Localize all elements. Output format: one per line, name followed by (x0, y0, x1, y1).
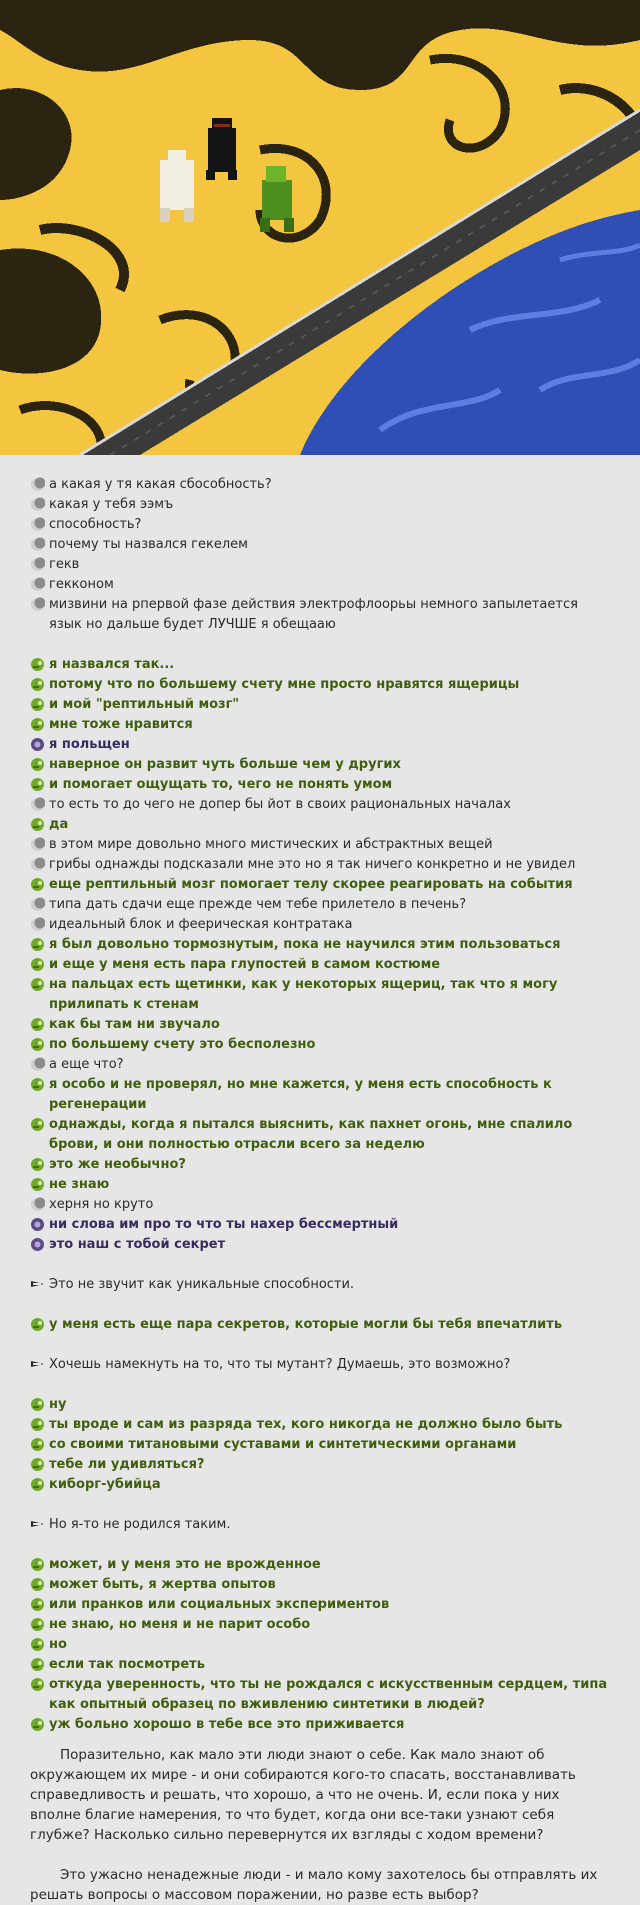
chat-line-text: я назвался так... (49, 657, 175, 672)
chat-line (30, 1055, 610, 1075)
chat-line (30, 1435, 610, 1455)
chat-line-text: ни слова им про то что ты нахер бессмертный (49, 1217, 399, 1232)
purple-icon (30, 1237, 45, 1252)
chat-line-text: со своими титановыми суставами и синтетическими органами (49, 1437, 517, 1452)
chat-line-text: то есть то до чего не допер бы йот в своих рациональных началах (49, 797, 511, 812)
chat-line (30, 515, 610, 535)
chat-line (30, 1595, 610, 1615)
chat-line-text: гекконом (49, 577, 114, 592)
chat-line-text: гекв (49, 557, 80, 572)
chat-line-text: киборг-убийца (49, 1477, 161, 1492)
chat-line-text: может, и у меня это не врожденное (49, 1557, 321, 1572)
chat-line (30, 1035, 610, 1055)
chat-line-text: почему ты назвался гекелем (49, 537, 248, 552)
chat-line (30, 1555, 610, 1575)
chat-line-text: уж больно хорошо в тебе все это приживается (49, 1717, 405, 1732)
chat-line (30, 1215, 610, 1235)
chat-line (30, 755, 610, 775)
chat-gap (30, 635, 610, 655)
lizard-icon (30, 937, 45, 952)
chat-line-text: не знаю, но меня и не парит особо (49, 1617, 311, 1632)
chat-line (30, 555, 610, 575)
chat-line-text: Но я-то не родился таким. (49, 1517, 231, 1532)
chat-line-text: да (49, 817, 69, 832)
chat-line-text: мизвини на рпервой фазе действия электрофлоорьы немного запылетается язык но дальше будет ЛУЧШЕ я обещааю (49, 597, 578, 632)
chat-line (30, 1455, 610, 1475)
chat-line-text: а еще что? (49, 1057, 124, 1072)
chat-line-text: типа дать сдачи еще прежде чем тебе прилетело в печень? (49, 897, 467, 912)
chat-line-text: в этом мире довольно много мистических и абстрактных вещей (49, 837, 493, 852)
chat-line-text: ты вроде и сам из разряда тех, кого никогда не должно было быть (49, 1417, 563, 1432)
chat-line (30, 1015, 610, 1035)
lizard-icon (30, 1457, 45, 1472)
chat-line-text: и еще у меня есть пара глупостей в самом костюме (49, 957, 441, 972)
chat-line (30, 935, 610, 955)
chat-line-text: как бы там ни звучало (49, 1017, 220, 1032)
chat-line-text: по большему счету это бесполезно (49, 1037, 316, 1052)
lizard-icon (30, 1397, 45, 1412)
chat-line-text: и помогает ощущать то, чего не понять умом (49, 777, 393, 792)
chat-line-text: потому что по большему счету мне просто нравятся ящерицы (49, 677, 520, 692)
lizard-icon (30, 1177, 45, 1192)
moon-icon (30, 797, 45, 812)
lizard-icon (30, 977, 45, 992)
chat-line (30, 575, 610, 595)
lizard-icon (30, 1117, 45, 1132)
lizard-icon (30, 817, 45, 832)
chat-line (30, 875, 610, 895)
chat-line-text: я польщен (49, 737, 130, 752)
chat-line (30, 955, 610, 975)
chat-line-text: откуда уверенность, что ты не рождался с искусственным сердцем, типа как опытный образец по вживлению синтетики в людей? (49, 1677, 608, 1712)
chat-line-text: Хочешь намекнуть на то, что ты мутант? Думаешь, это возможно? (49, 1357, 511, 1372)
chat-gap (30, 1295, 610, 1315)
chat-line (30, 795, 610, 815)
chat-line (30, 695, 610, 715)
lizard-icon (30, 1577, 45, 1592)
chat-line (30, 475, 610, 495)
chat-line-text: у меня есть еще пара секретов, которые могли бы тебя впечатлить (49, 1317, 563, 1332)
chat-line-text: грибы однажды подсказали мне это но я так ничего конкретно и не увидел (49, 857, 576, 872)
moon-icon (30, 557, 45, 572)
chat-line (30, 775, 610, 795)
chat-line-text: какая у тебя ээмъ (49, 497, 174, 512)
lizard-icon (30, 1077, 45, 1092)
lizard-icon (30, 1477, 45, 1492)
chat-line (30, 1155, 610, 1175)
ninja-icon (30, 1277, 45, 1292)
chat-line (30, 1075, 610, 1115)
moon-icon (30, 497, 45, 512)
lizard-icon (30, 697, 45, 712)
moon-icon (30, 537, 45, 552)
chat-line (30, 715, 610, 735)
lizard-icon (30, 957, 45, 972)
chat-line-text: или пранков или социальных экспериментов (49, 1597, 390, 1612)
moon-icon (30, 1057, 45, 1072)
lizard-icon (30, 1557, 45, 1572)
lizard-icon (30, 777, 45, 792)
moon-icon (30, 857, 45, 872)
moon-icon (30, 897, 45, 912)
moon-icon (30, 837, 45, 852)
chat-line (30, 815, 610, 835)
lizard-icon (30, 657, 45, 672)
chat-line-text: это наш с тобой секрет (49, 1237, 226, 1252)
chat-line-text: тебе ли удивляться? (49, 1457, 205, 1472)
lizard-icon (30, 1637, 45, 1652)
lizard-icon (30, 1017, 45, 1032)
purple-icon (30, 1217, 45, 1232)
chat-line (30, 1275, 610, 1295)
chat-line (30, 1675, 610, 1715)
chat-line-text: идеальный блок и феерическая контратака (49, 917, 353, 932)
chat-gap (30, 1375, 610, 1395)
chat-line-text: а какая у тя какая сбособность? (49, 477, 272, 492)
chat-log (0, 455, 640, 1735)
chat-line (30, 1635, 610, 1655)
lizard-icon (30, 1677, 45, 1692)
chat-line (30, 1115, 610, 1155)
lizard-icon (30, 1657, 45, 1672)
moon-icon (30, 917, 45, 932)
chat-line-text: это же необычно? (49, 1157, 186, 1172)
moon-icon (30, 1197, 45, 1212)
ninja-icon (30, 1517, 45, 1532)
chat-line (30, 915, 610, 935)
moon-icon (30, 597, 45, 612)
chat-line (30, 895, 610, 915)
lizard-icon (30, 757, 45, 772)
chat-line (30, 1195, 610, 1215)
chat-line-text: но (49, 1637, 67, 1652)
chat-line-text: не знаю (49, 1177, 110, 1192)
chat-line-text: еще рептильный мозг помогает телу скорее реагировать на события (49, 877, 573, 892)
chat-line (30, 1175, 610, 1195)
chat-line-text: если так посмотреть (49, 1657, 205, 1672)
lizard-icon (30, 677, 45, 692)
chat-gap (30, 1495, 610, 1515)
lizard-icon (30, 1317, 45, 1332)
chat-line (30, 655, 610, 675)
chat-line (30, 495, 610, 515)
chat-line-text: наверное он развит чуть больше чем у других (49, 757, 401, 772)
moon-icon (30, 577, 45, 592)
chat-line (30, 535, 610, 555)
chat-line (30, 1475, 610, 1495)
lizard-icon (30, 1157, 45, 1172)
narration-paragraph-1: Поразительно, как мало эти люди знают о себе. Как мало знают об окружающем их мире - и они собираются кого-то спасать, восстанавливать справедливость и решать, что хорошо, а что не очень. И, если пока у них вполне благие намерения, то что будет, когда они все-таки узнают себя глубже? Насколько сильно перевернутся их взгляды с ходом времени? (30, 1747, 576, 1843)
game-scene-illustration (0, 0, 640, 455)
chat-line-text: Это не звучит как уникальные способности. (49, 1277, 355, 1292)
chat-line (30, 855, 610, 875)
narration-paragraph-2: Это ужасно ненадежные люди - и мало кому захотелось бы отправлять их решать вопросы о массовом поражении, но разве есть выбор? (30, 1867, 598, 1903)
chat-line-text: мне тоже нравится (49, 717, 193, 732)
lizard-icon (30, 1037, 45, 1052)
chat-line (30, 675, 610, 695)
chat-line (30, 1515, 610, 1535)
chat-gap (30, 1255, 610, 1275)
moon-icon (30, 477, 45, 492)
lizard-icon (30, 1437, 45, 1452)
lizard-icon (30, 1417, 45, 1432)
chat-line (30, 1655, 610, 1675)
chat-line-text: однажды, когда я пытался выяснить, как пахнет огонь, мне спалило брови, и они полностью отрасли всего за неделю (49, 1117, 573, 1152)
chat-gap (30, 1335, 610, 1355)
chat-line-text: и мой "рептильный мозг" (49, 697, 240, 712)
chat-gap (30, 1535, 610, 1555)
moon-icon (30, 517, 45, 532)
chat-line (30, 1615, 610, 1635)
chat-line-text: я особо и не проверял, но мне кажется, у меня есть способность к регенерации (49, 1077, 552, 1112)
lizard-icon (30, 877, 45, 892)
lizard-icon (30, 1617, 45, 1632)
chat-line (30, 835, 610, 855)
lizard-icon (30, 1717, 45, 1732)
chat-line (30, 1235, 610, 1255)
chat-line (30, 1415, 610, 1435)
chat-line (30, 1395, 610, 1415)
chat-line (30, 1355, 610, 1375)
chat-line (30, 595, 610, 635)
chat-line-text: на пальцах есть щетинки, как у некоторых ящериц, так что я могу прилипать к стенам (49, 977, 558, 1012)
lizard-icon (30, 717, 45, 732)
chat-line (30, 1315, 610, 1335)
chat-line (30, 975, 610, 1015)
chat-line-text: может быть, я жертва опытов (49, 1577, 276, 1592)
chat-line-text: я был довольно тормознутым, пока не научился этим пользоваться (49, 937, 561, 952)
chat-line (30, 1575, 610, 1595)
purple-icon (30, 737, 45, 752)
chat-line-text: ну (49, 1397, 67, 1412)
ninja-icon (30, 1357, 45, 1372)
chat-line (30, 735, 610, 755)
chat-line-text: способность? (49, 517, 142, 532)
lizard-icon (30, 1597, 45, 1612)
chat-line (30, 1715, 610, 1735)
narration (0, 1745, 640, 1905)
chat-line-text: херня но круто (49, 1197, 154, 1212)
